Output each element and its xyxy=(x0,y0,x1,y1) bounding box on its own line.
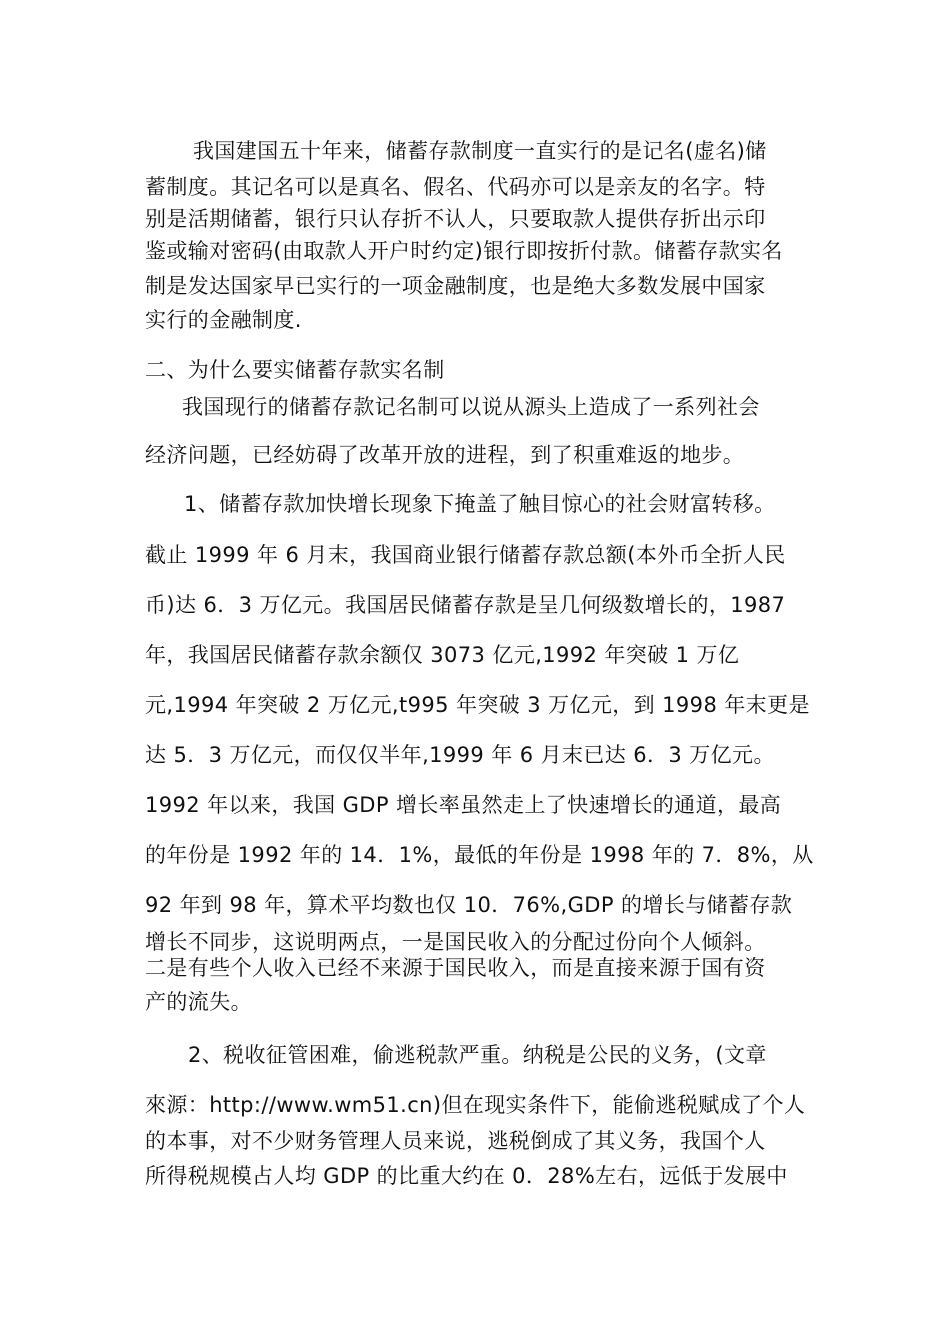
list-item-heading: 2、税收征管困难，偷逃税款严重。纳税是公民的义务，(文章 xyxy=(188,1043,767,1067)
paragraph-line: 鉴或输对密码(由取款人开户时约定)银行即按折付款。储蓄存款实名 xyxy=(145,239,783,263)
paragraph-line: 币)达 6．3 万亿元。我国居民储蓄存款是呈几何级数增长的，1987 xyxy=(145,593,786,617)
paragraph-line: 产的流失。 xyxy=(145,990,252,1014)
paragraph-line: 1992 年以来，我国 GDP 增长率虽然走上了快速增长的通道，最高 xyxy=(145,793,782,817)
paragraph-line: 年，我国居民储蓄存款余额仅 3073 亿元,1992 年突破 1 万亿 xyxy=(145,643,740,667)
paragraph-line: 达 5．3 万亿元，而仅仅半年,1999 年 6 月末已达 6．3 万亿元。 xyxy=(145,743,775,767)
paragraph-line: 经济问题，已经妨碍了改革开放的进程，到了积重难返的地步。 xyxy=(145,443,745,467)
paragraph-line: 我国现行的储蓄存款记名制可以说从源头上造成了一系列社会 xyxy=(182,395,760,419)
paragraph-line: 92 年到 98 年，算术平均数也仅 10．76%,GDP 的增长与储蓄存款 xyxy=(145,893,793,917)
paragraph-line: 所得税规模占人均 GDP 的比重大约在 0．28%左右，远低于发展中 xyxy=(145,1164,788,1188)
paragraph-line: 截止 1999 年 6 月末，我国商业银行储蓄存款总额(本外币全折人民 xyxy=(145,543,786,567)
paragraph-line: 元,1994 年突破 2 万亿元,t995 年突破 3 万亿元，到 1998 年末更是 xyxy=(145,693,810,717)
paragraph-line: 别是活期储蓄，银行只认存折不认人，只要取款人提供存折出示印 xyxy=(145,207,766,231)
paragraph-line: 实行的金融制度. xyxy=(145,308,302,332)
paragraph-line: 制是发达国家早已实行的一项金融制度，也是绝大多数发展中国家 xyxy=(145,274,766,298)
paragraph-line: 的年份是 1992 年的 14．1%，最低的年份是 1998 年的 7．8%，从 xyxy=(145,843,814,867)
paragraph-line: 二是有些个人收入已经不来源于国民收入，而是直接来源于国有资 xyxy=(145,956,766,980)
paragraph-line: 我国建国五十年来，储蓄存款制度一直实行的是记名(虚名)储 xyxy=(193,139,767,163)
paragraph-line: 增长不同步，这说明两点，一是国民收入的分配过份向个人倾斜。 xyxy=(145,930,766,954)
section-heading: 二、为什么要实储蓄存款实名制 xyxy=(145,358,445,382)
paragraph-line: 蓄制度。其记名可以是真名、假名、代码亦可以是亲友的名字。特 xyxy=(145,175,766,199)
paragraph-line: 的本事，对不少财务管理人员来说，逃税倒成了其义务，我国个人 xyxy=(145,1129,766,1153)
paragraph-line: 來源：http://www.wm51.cn)但在现实条件下，能偷逃税赋成了个人 xyxy=(145,1093,806,1117)
list-item-heading: 1、储蓄存款加快增长现象下掩盖了触目惊心的社会财富转移。 xyxy=(184,492,776,516)
